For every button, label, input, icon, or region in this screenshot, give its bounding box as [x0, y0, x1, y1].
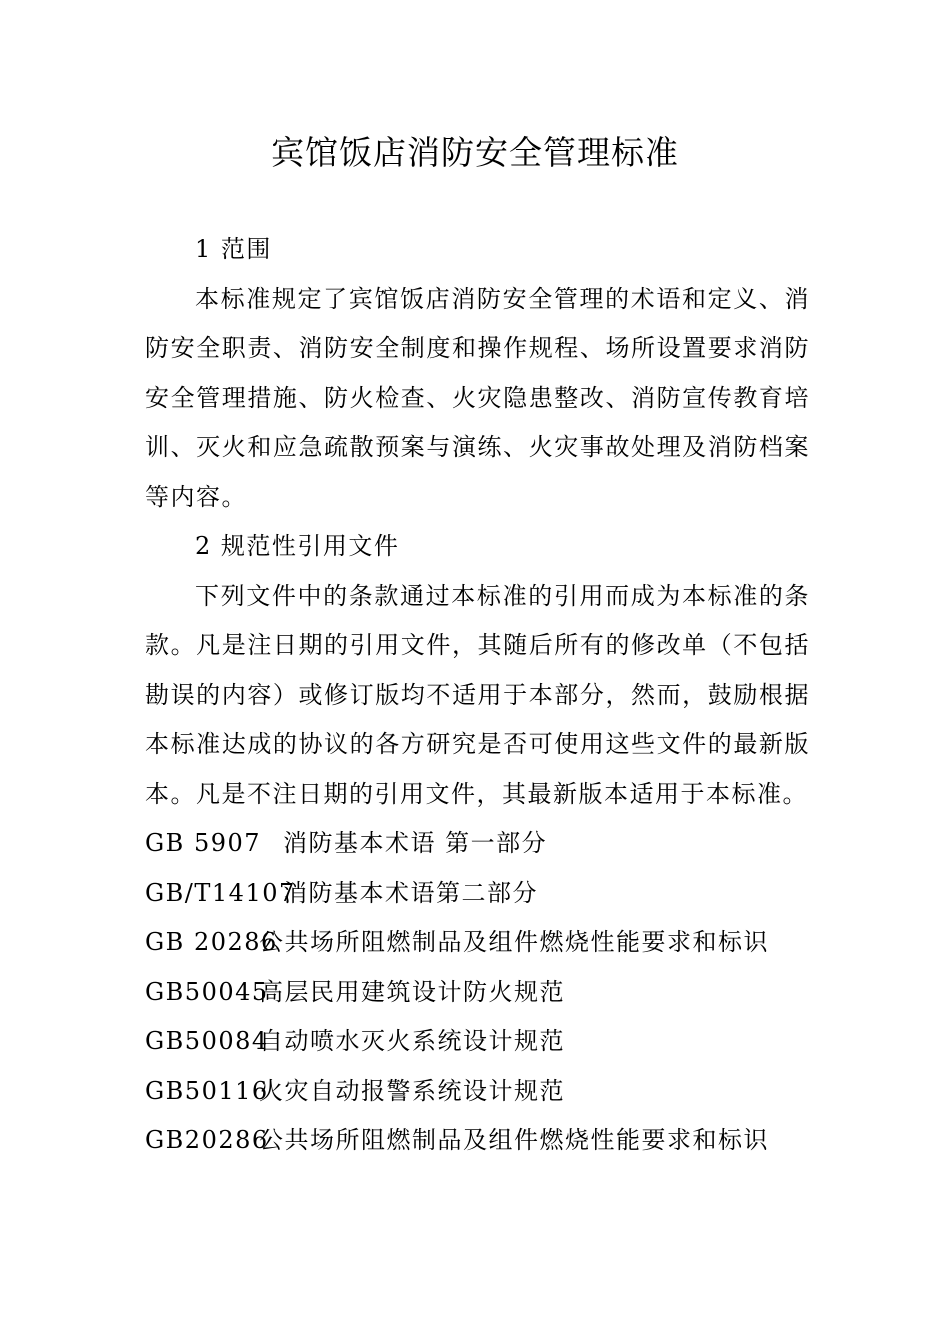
reference-item	[145, 819, 810, 869]
reference-item	[145, 918, 810, 968]
reference-title: 公共场所阻燃制品及组件燃烧性能要求和标识	[259, 928, 769, 956]
reference-title: 公共场所阻燃制品及组件燃烧性能要求和标识	[259, 1126, 769, 1154]
reference-item	[145, 869, 810, 919]
reference-code: GB 5907	[145, 829, 262, 857]
reference-title: 高层民用建筑设计防火规范	[259, 977, 565, 1006]
document-body	[145, 225, 810, 1166]
reference-item	[145, 1017, 810, 1067]
section-1-heading: 1 范围	[195, 235, 272, 263]
reference-item	[145, 1067, 810, 1117]
reference-code: GB20286	[145, 1126, 269, 1154]
section-2-heading: 2 规范性引用文件	[195, 532, 400, 560]
reference-title: 消防基本术语 第一部分	[283, 829, 548, 857]
reference-code: GB50116	[145, 1076, 269, 1105]
reference-item	[145, 968, 810, 1018]
document-title: 宾馆饭店消防安全管理标准	[271, 133, 679, 172]
reference-code: GB/T14107	[145, 878, 296, 907]
reference-code: GB50084	[145, 1027, 269, 1055]
section-2-paragraph: 下列文件中的条款通过本标准的引用而成为本标准的条款。凡是注日期的引用文件，其随后所有的修改单（不包括勘误的内容）或修订版均不适用于本部分，然而，鼓励根据本标准达成的协议的各方研究是否可使用这些文件的最新版本。凡是不注日期的引用文件，其最新版本适用于本标准。	[145, 581, 810, 808]
reference-title: 火灾自动报警系统设计规范	[259, 1076, 565, 1105]
reference-title: 自动喷水灭火系统设计规范	[259, 1027, 565, 1055]
section-1-paragraph: 本标准规定了宾馆饭店消防安全管理的术语和定义、消防安全职责、消防安全制度和操作规程、场所设置要求消防安全管理措施、防火检查、火灾隐患整改、消防宣传教育培训、灭火和应急疏散预案与演练、火灾事故处理及消防档案等内容。	[145, 284, 810, 511]
reference-title: 消防基本术语第二部分	[283, 878, 538, 907]
reference-code: GB50045	[145, 977, 269, 1006]
reference-item	[145, 1116, 810, 1166]
reference-code: GB 20286	[145, 928, 278, 956]
